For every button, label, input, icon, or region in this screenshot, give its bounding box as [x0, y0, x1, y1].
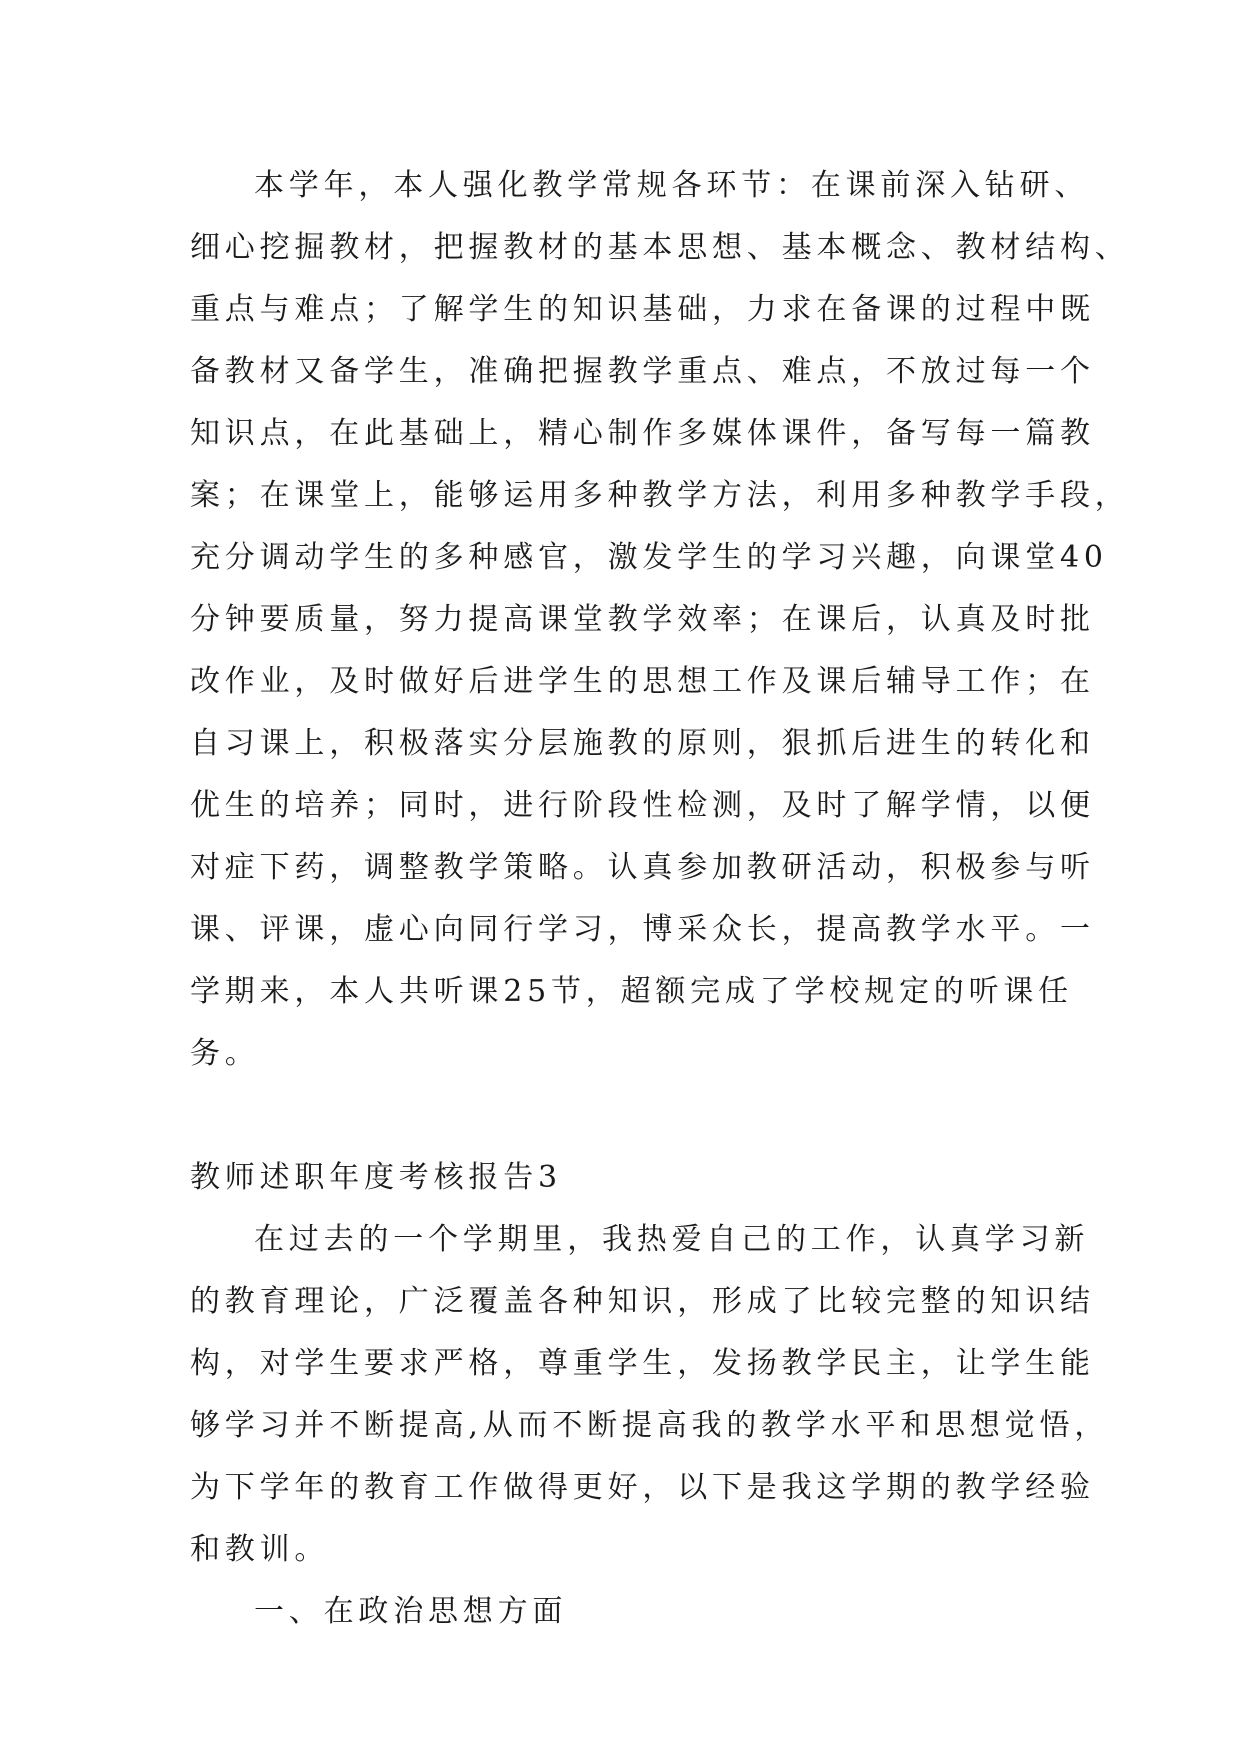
text-line: 的教育理论，广泛覆盖各种知识，形成了比较完整的知识结 — [190, 1284, 1095, 1319]
subheading-political-thought: 一、在政治思想方面 — [254, 1594, 568, 1629]
text-line: 对症下药，调整教学策略。认真参加教研活动，积极参与听 — [190, 850, 1095, 885]
text-line: 知识点，在此基础上，精心制作多媒体课件，备写每一篇教 — [190, 416, 1095, 451]
text-line: 构，对学生要求严格，尊重学生，发扬教学民主，让学生能 — [190, 1346, 1095, 1381]
text-line: 分钟要质量，努力提高课堂教学效率；在课后，认真及时批 — [190, 602, 1095, 637]
text-line: 和教训。 — [190, 1532, 330, 1567]
text-line: 充分调动学生的多种感官，激发学生的学习兴趣，向课堂40 — [190, 540, 1108, 575]
text-line: 重点与难点；了解学生的知识基础，力求在备课的过程中既 — [190, 292, 1095, 327]
text-line: 细心挖掘教材，把握教材的基本思想、基本概念、教材结构、 — [190, 230, 1130, 265]
text-line: 务。 — [190, 1036, 260, 1071]
text-line: 备教材又备学生，准确把握教学重点、难点，不放过每一个 — [190, 354, 1095, 389]
text-line: 优生的培养；同时，进行阶段性检测，及时了解学情，以便 — [190, 788, 1095, 823]
paragraph-spacer — [190, 1085, 1052, 1147]
text-line: 在过去的一个学期里，我热爱自己的工作，认真学习新 — [254, 1222, 1090, 1257]
text-line: 学期来，本人共听课25节，超额完成了学校规定的听课任 — [190, 974, 1073, 1009]
text-line: 自习课上，积极落实分层施教的原则，狠抓后进生的转化和 — [190, 726, 1095, 761]
text-line: 为下学年的教育工作做得更好，以下是我这学期的教学经验 — [190, 1470, 1095, 1505]
section-title: 教师述职年度考核报告3 — [190, 1160, 562, 1195]
text-line: 课、评课，虚心向同行学习，博采众长，提高教学水平。一 — [190, 912, 1095, 947]
document-body — [190, 155, 1130, 1643]
text-line: 案；在课堂上，能够运用多种教学方法，利用多种教学手段， — [190, 478, 1130, 513]
paragraph-intro — [190, 1209, 1110, 1581]
text-line: 改作业，及时做好后进学生的思想工作及课后辅导工作；在 — [190, 664, 1095, 699]
text-line: 本学年，本人强化教学常规各环节：在课前深入钻研、 — [254, 168, 1090, 203]
text-line: 够学习并不断提高,从而不断提高我的教学水平和思想觉悟， — [190, 1408, 1110, 1443]
paragraph-teaching-routine — [190, 155, 1130, 1085]
